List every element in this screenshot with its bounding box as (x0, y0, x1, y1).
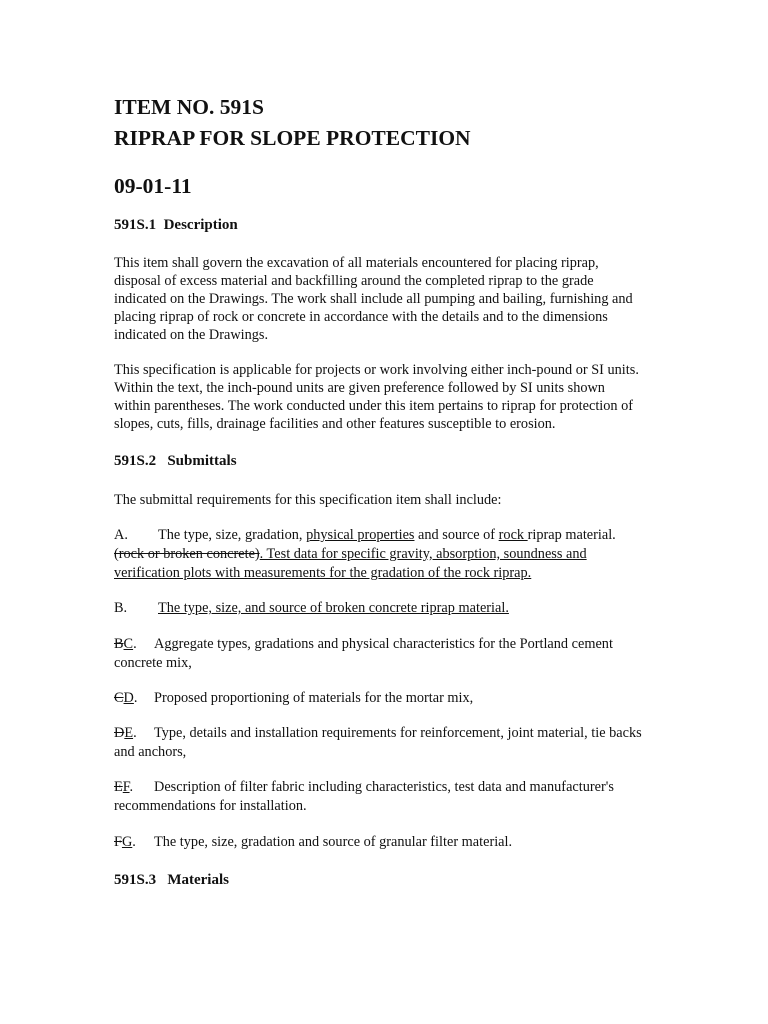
label-dot: . (132, 834, 136, 850)
deleted-label: C (114, 690, 124, 706)
item-text: Proposed proportioning of materials for the mortar mix, (154, 690, 474, 706)
inserted-label: C (123, 636, 134, 652)
item-text: The type, size, gradation, (158, 527, 307, 543)
inserted-item (114, 600, 509, 616)
inserted-label: F (122, 779, 130, 795)
item-text: Type, details and installation requirements for reinforcement, joint material, tie backs and anchors, (114, 725, 642, 760)
inserted-label: G (121, 834, 133, 850)
item-text: The type, size, and source of broken concrete riprap material. (158, 600, 509, 616)
description-paragraph-2: This specification is applicable for projects or work involving either inch-pound or SI units. Within the text, the inch-pound units are given preference followed by SI units shown within parentheses. The work conducted under this item pertains to riprap for protection of slopes, cuts, fills, drainage facilities and other features susceptible to erosion. (114, 362, 639, 432)
inserted-label: E (124, 725, 134, 741)
item-text: and source of (414, 527, 499, 543)
item-text: The type, size, gradation and source of granular filter material. (154, 834, 513, 850)
revision-date: 09-01-11 (114, 174, 192, 198)
deleted-label: F (114, 834, 122, 850)
item-label (114, 833, 154, 852)
section-heading-description: 591S.1 Description (114, 217, 238, 233)
inserted-label: D (123, 690, 134, 706)
label-dot: . (133, 690, 138, 706)
description-paragraph-1: This item shall govern the excavation of all materials encountered for placing riprap, disposal of excess material and backfilling around the completed riprap to the grade indicated on the Drawings. The work shall include all pumping and bailing, furnishing and placing riprap of rock or concrete in accordance with the details and to the dimensions indicated on the Drawings. (114, 255, 633, 343)
section-heading-materials: 591S.3 Materials (114, 872, 229, 888)
deleted-label: D (114, 725, 125, 741)
submittal-item-d (114, 689, 644, 708)
section-heading-submittals: 591S.2 Submittals (114, 453, 237, 469)
deleted-text: (rock or broken concrete) (114, 546, 260, 562)
item-text: Aggregate types, gradations and physical characteristics for the Portland cement concrete mix, (114, 636, 613, 671)
submittal-item-b (114, 599, 644, 618)
deleted-label: B (114, 636, 124, 652)
deleted-label: E (114, 779, 123, 795)
item-label (114, 778, 154, 797)
item-label: A. (114, 527, 128, 543)
document-page (114, 92, 644, 890)
item-label (114, 635, 154, 654)
item-text: riprap material. (527, 527, 616, 543)
item-label (114, 689, 154, 708)
item-text: Description of filter fabric including characteristics, test data and manufacturer's recommendations for installation. (114, 779, 614, 814)
submittal-item-a (114, 526, 644, 583)
label-dot: . (129, 779, 134, 795)
submittal-item-c (114, 635, 644, 673)
item-label: B. (114, 600, 128, 616)
submittal-item-g (114, 833, 644, 852)
submittal-item-e (114, 724, 644, 762)
item-number-title: ITEM NO. 591S (114, 95, 264, 119)
item-title: RIPRAP FOR SLOPE PROTECTION (114, 126, 471, 150)
inserted-text: physical properties (306, 527, 415, 543)
item-label (114, 724, 154, 743)
label-dot: . (133, 636, 137, 652)
inserted-text: . Test data for specific gravity, absorption, soundness and verification plots with measurements for the gradation of the rock riprap. (114, 546, 587, 581)
label-dot: . (133, 725, 137, 741)
submittal-item-f (114, 778, 644, 816)
inserted-text: rock (498, 527, 528, 543)
submittals-intro: The submittal requirements for this specification item shall include: (114, 492, 502, 508)
